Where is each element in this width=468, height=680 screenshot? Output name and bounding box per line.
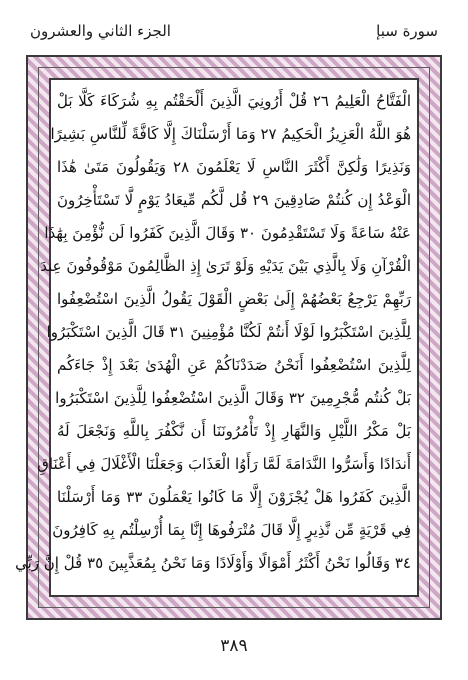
text-line: الْوَعْدُ إِن كُنتُمْ صَادِقِينَ ٢٩ قُل لَّكُم مِّيعَادُ يَوْمٍ لَّا تَسْتَأْخِرُونَ — [57, 191, 411, 209]
text-line: بَلْ مَكْرُ اللَّيْلِ وَالنَّهَارِ إِذْ تَأْمُرُونَنَا أَن نَّكْفُرَ بِاللَّهِ وَنَجْعَلَ لَهُ — [57, 422, 411, 440]
text-line: بَلْ كُنتُم مُّجْرِمِينَ ٣٢ وَقَالَ الَّذِينَ اسْتُضْعِفُوا لِلَّذِينَ اسْتَكْبَرُوا — [55, 389, 411, 407]
ornamental-border — [15, 55, 442, 620]
text-line: رَبِّهِمْ يَرْجِعُ بَعْضُهُمْ إِلَىٰ بَعْضٍ الْقَوْلَ يَقُولُ الَّذِينَ اسْتُضْعِفُوا — [57, 290, 411, 308]
juz-name: الجزء الثاني والعشرون — [30, 22, 171, 40]
page-header — [30, 22, 438, 48]
text-line: الْفَتَّاحُ الْعَلِيمُ ٢٦ قُلْ أَرُونِيَ الَّذِينَ أَلْحَقْتُم بِهِ شُرَكَاءَ كَلَّا بَلْ — [57, 92, 411, 110]
text-line: ٣٤ وَقَالُوا نَحْنُ أَكْثَرُ أَمْوَالًا وَأَوْلَادًا وَمَا نَحْنُ بِمُعَذَّبِينَ ٣٥ قُلْ إِنَّ رَبِّي — [15, 554, 411, 572]
text-line: هُوَ اللَّهُ الْعَزِيزُ الْحَكِيمُ ٢٧ وَمَا أَرْسَلْنَاكَ إِلَّا كَافَّةً لِّلنَّاسِ بَشِيرًا — [50, 125, 411, 143]
text-line: الْقُرْآنِ وَلَا بِالَّذِي بَيْنَ يَدَيْهِ وَلَوْ تَرَىٰ إِذِ الظَّالِمُونَ مَوْقُوفُونَ عِندَ — [40, 257, 411, 275]
text-line: أَندَادًا وَأَسَرُّوا النَّدَامَةَ لَمَّا رَأَوُا الْعَذَابَ وَجَعَلْنَا الْأَغْلَالَ فِي أَعْنَاقِ — [37, 455, 411, 473]
text-line: عَنْهُ سَاعَةً وَلَا تَسْتَقْدِمُونَ ٣٠ وَقَالَ الَّذِينَ كَفَرُوا لَن نُّؤْمِنَ بِهَٰذَا — [44, 224, 411, 242]
page-number: ٣٨٩ — [220, 636, 248, 656]
text-area — [15, 78, 419, 597]
text-line: لِلَّذِينَ اسْتُضْعِفُوا أَنَحْنُ صَدَدْنَاكُمْ عَنِ الْهُدَىٰ بَعْدَ إِذْ جَاءَكُم — [57, 356, 411, 374]
verse-lines — [15, 86, 411, 589]
text-line: لِلَّذِينَ اسْتَكْبَرُوا لَوْلَا أَنتُمْ لَكُنَّا مُؤْمِنِينَ ٣١ قَالَ الَّذِينَ اسْتَكْبَرُوا — [46, 323, 411, 341]
surah-name: سورة سبإ — [376, 22, 438, 40]
text-line: فِي قَرْيَةٍ مِّن نَّذِيرٍ إِلَّا قَالَ مُتْرَفُوهَا إِنَّا بِمَا أُرْسِلْتُم بِهِ كَافِرُونَ — [52, 521, 411, 539]
text-line: وَنَذِيرًا وَلَٰكِنَّ أَكْثَرَ النَّاسِ لَا يَعْلَمُونَ ٢٨ وَيَقُولُونَ مَتَىٰ هَٰذَا — [57, 158, 411, 176]
text-line: الَّذِينَ كَفَرُوا هَلْ يُجْزَوْنَ إِلَّا مَا كَانُوا يَعْمَلُونَ ٣٣ وَمَا أَرْسَلْنَا — [57, 488, 411, 506]
